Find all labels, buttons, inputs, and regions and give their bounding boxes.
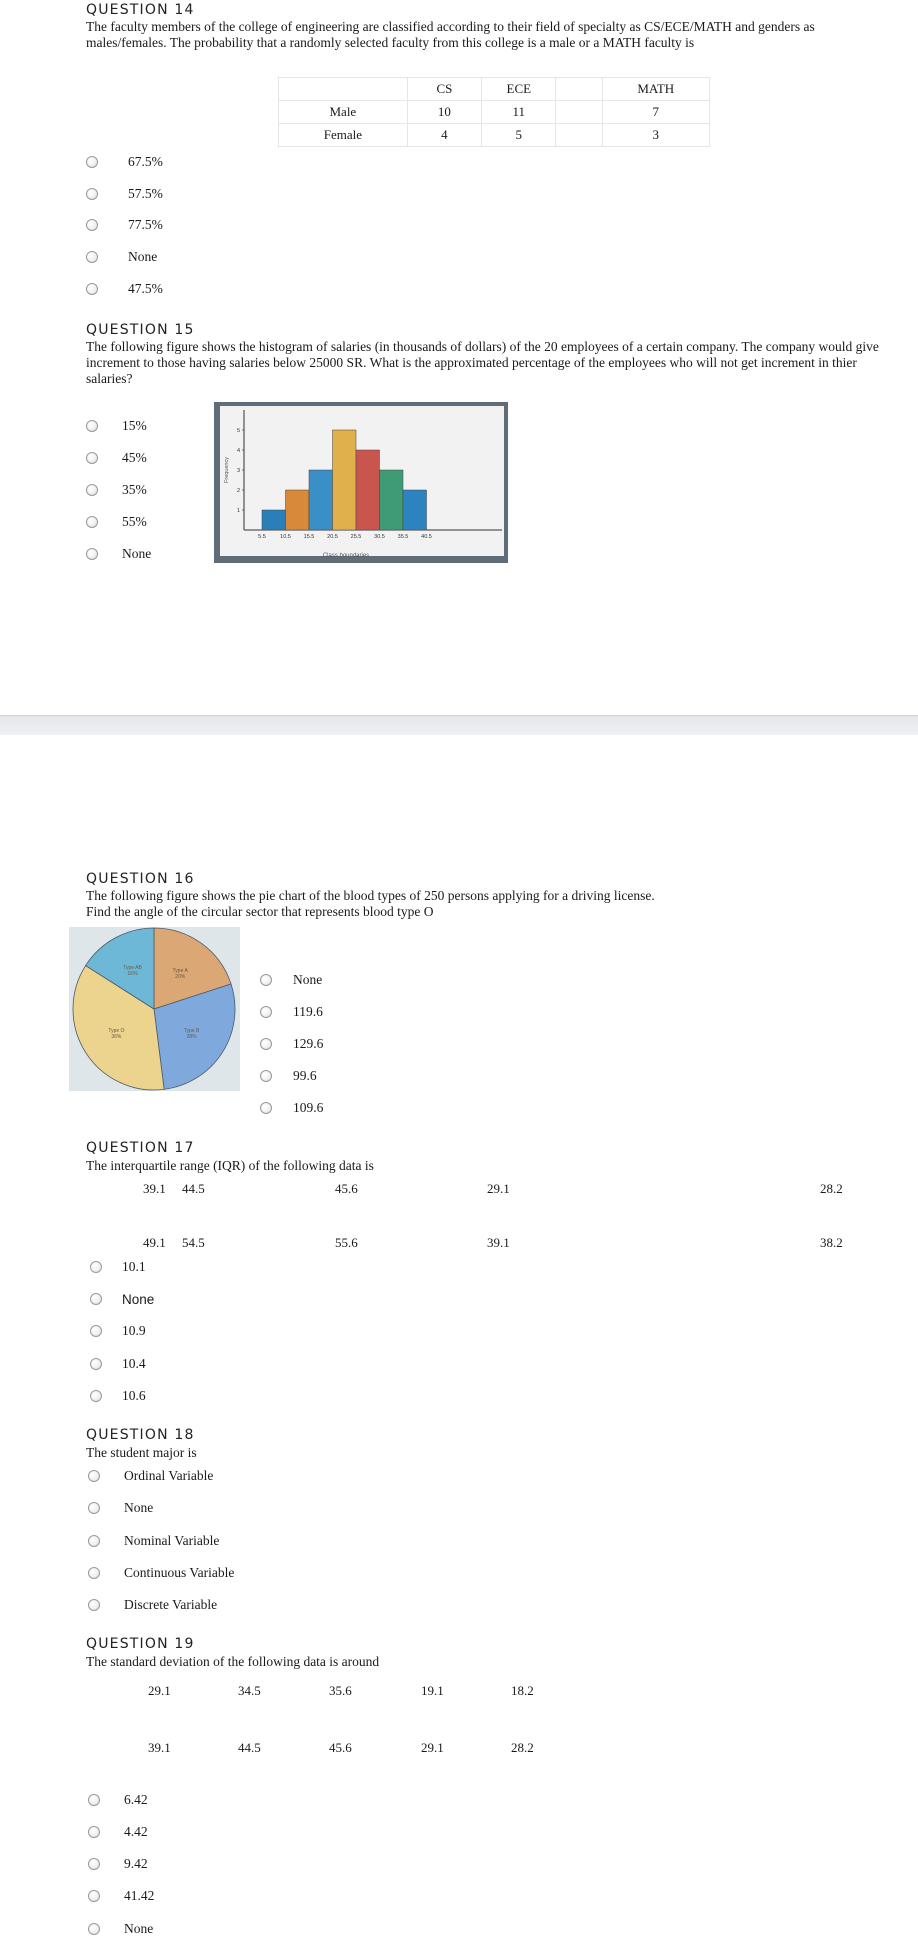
data-value: 54.5 [182,1235,205,1250]
histogram-x-label: Class boundaries [322,553,370,559]
page-divider [0,715,918,735]
data-value: 29.1 [487,1181,510,1196]
q17-option[interactable]: 10.6 [90,1386,146,1406]
data-value: 18.2 [511,1683,534,1698]
q19-option[interactable]: 41.42 [88,1886,154,1906]
table-row-label: Female [279,124,408,147]
data-value: 38.2 [820,1235,843,1250]
table-cell: 3 [602,124,709,147]
radio-button[interactable] [90,1390,102,1402]
radio-button[interactable] [88,1858,100,1870]
histogram-bar [286,490,310,530]
pie-slice-percent: 16% [127,970,138,977]
question-19-text: The standard deviation of the following data is around [86,1654,380,1669]
question-16-heading: QUESTION 16 [86,871,195,887]
pie-slice-percent: 20% [175,973,186,980]
question-15-heading: QUESTION 15 [86,322,195,338]
y-tick-label: 4 [236,448,240,454]
histogram-bar [333,430,357,530]
q18-option[interactable]: Ordinal Variable [88,1466,213,1486]
question-16-text-2: Find the angle of the circular sector that represents blood type O [86,904,434,919]
q14-option[interactable]: 77.5% [86,215,163,235]
question-15-text: The following figure shows the histogram of salaries (in thousands of dollars) of the 20 employees of a certain company. The company would give increment to those having salaries below 25000 SR. What is the approximated percentage of the employees who will not get increment in thier salaries? [86,339,879,386]
y-tick-label: 5 [236,428,240,434]
table-cell: 10 [407,101,481,124]
q19-option[interactable]: 6.42 [88,1790,148,1810]
question-17-text: The interquartile range (IQR) of the following data is [86,1158,374,1173]
table-corner-cell [279,78,408,101]
blood-type-pie-chart [69,927,240,1091]
x-tick-label: 35.5 [397,534,409,540]
question-14-text: The faculty members of the college of engineering are classified according to their field of specialty as CS/ECE/MATH and genders as males/females. The probability that a randomly selected faculty from this college is a male or a MATH faculty is [86,19,815,50]
radio-button[interactable] [86,452,98,464]
table-cell: 11 [482,101,556,124]
data-value: 49.1 [143,1235,166,1250]
table-column-header: MATH [602,78,709,101]
data-value: 45.6 [329,1740,352,1755]
q16-option[interactable]: 119.6 [260,1002,323,1022]
pie-slice-percent: 36% [111,1033,122,1040]
table-column-header: ECE [482,78,556,101]
data-value: 39.1 [148,1740,171,1755]
q15-option[interactable]: None [86,544,151,564]
radio-button[interactable] [86,188,98,200]
question-18-text: The student major is [86,1445,197,1460]
radio-button[interactable] [88,1502,100,1514]
q18-option[interactable]: Discrete Variable [88,1595,217,1615]
data-value: 39.1 [143,1181,166,1196]
data-value: 28.2 [511,1740,534,1755]
data-value: 55.6 [335,1235,358,1250]
radio-button[interactable] [86,156,98,168]
q15-option[interactable]: 45% [86,448,147,468]
radio-button[interactable] [88,1599,100,1611]
y-tick-label: 3 [236,468,240,474]
table-row-label: Male [279,101,408,124]
q17-option[interactable]: 10.4 [90,1354,146,1374]
histogram-bar [262,510,286,530]
histogram-bar [309,470,333,530]
radio-button[interactable] [88,1567,100,1579]
question-17-heading: QUESTION 17 [86,1140,195,1156]
radio-button[interactable] [260,1070,272,1082]
data-value: 29.1 [148,1683,171,1698]
q14-option[interactable]: None [86,247,157,267]
q19-option[interactable]: 4.42 [88,1822,148,1842]
table-spacer-cell [556,78,602,101]
table-spacer-cell [556,101,602,124]
question-16-text: The following figure shows the pie chart of the blood types of 250 persons applying for a driving license. [86,888,655,903]
question-18-heading: QUESTION 18 [86,1427,195,1443]
radio-button[interactable] [86,420,98,432]
q15-option[interactable]: 55% [86,512,147,532]
radio-button[interactable] [86,516,98,528]
q14-option[interactable]: 47.5% [86,279,163,299]
q14-option[interactable]: 57.5% [86,184,163,204]
radio-button[interactable] [90,1358,102,1370]
table-spacer-cell [556,124,602,147]
q16-option[interactable]: None [260,970,322,990]
data-value: 19.1 [421,1683,444,1698]
radio-button[interactable] [260,1038,272,1050]
radio-button[interactable] [88,1826,100,1838]
histogram-bar [380,470,404,530]
radio-button[interactable] [86,219,98,231]
q16-option[interactable]: 129.6 [260,1034,323,1054]
x-tick-label: 25.5 [350,534,362,540]
q19-option[interactable]: None [88,1919,153,1939]
pie-slice-label: Type AB [123,964,142,971]
q18-option[interactable]: None [88,1498,153,1518]
q17-option[interactable]: 10.9 [90,1321,146,1341]
radio-button[interactable] [88,1535,100,1547]
q14-option[interactable]: 67.5% [86,152,163,172]
x-tick-label: 20.5 [327,534,338,540]
q15-option[interactable]: 15% [86,416,147,436]
table-header-row [279,78,710,101]
data-value: 44.5 [238,1740,261,1755]
data-value: 45.6 [335,1181,358,1196]
pie-slice-label: Type O [108,1027,125,1034]
radio-button[interactable] [260,1006,272,1018]
table-column-header: CS [407,78,481,101]
radio-button[interactable] [88,1470,100,1482]
histogram-y-label: Frequency [224,457,230,483]
radio-button[interactable] [86,548,98,560]
radio-button[interactable] [86,251,98,263]
q17-option[interactable]: 10.1 [90,1257,146,1277]
x-tick-label: 10.5 [280,534,291,540]
x-tick-label: 30.5 [374,534,385,540]
radio-button[interactable] [90,1325,102,1337]
data-value: 29.1 [421,1740,444,1755]
table-cell: 7 [602,101,709,124]
x-tick-label: 5.5 [258,534,266,540]
y-tick-label: 1 [236,508,240,514]
x-tick-label: 40.5 [421,534,432,540]
histogram-bar [356,450,380,530]
y-tick-label: 2 [236,488,240,494]
question-14-heading: QUESTION 14 [86,2,195,18]
question-19-heading: QUESTION 19 [86,1636,195,1652]
radio-button[interactable] [90,1261,102,1273]
radio-button[interactable] [88,1923,100,1935]
q17-option[interactable]: None [90,1289,154,1309]
data-value: 44.5 [182,1181,205,1196]
q16-option[interactable]: 99.6 [260,1066,317,1086]
radio-button[interactable] [260,974,272,986]
data-value: 39.1 [487,1235,510,1250]
table-cell: 4 [407,124,481,147]
radio-button[interactable] [260,1102,272,1114]
radio-button[interactable] [86,283,98,295]
q19-option[interactable]: 9.42 [88,1854,148,1874]
pie-slice-percent: 28% [186,1033,197,1040]
data-value: 34.5 [238,1683,261,1698]
q16-option[interactable]: 109.6 [260,1098,323,1118]
q18-option[interactable]: Continuous Variable [88,1563,234,1583]
radio-button[interactable] [90,1293,102,1305]
pie-slice-label: Type A [172,967,188,974]
table-cell: 5 [482,124,556,147]
q15-option[interactable]: 35% [86,480,147,500]
table-row [279,101,710,124]
radio-button[interactable] [88,1890,100,1902]
faculty-table [278,77,710,147]
radio-button[interactable] [88,1794,100,1806]
data-value: 35.6 [329,1683,352,1698]
salary-histogram [214,402,508,563]
table-row [279,124,710,147]
radio-button[interactable] [86,484,98,496]
x-tick-label: 15.5 [303,534,315,540]
data-value: 28.2 [820,1181,843,1196]
histogram-bar [403,490,427,530]
q18-option[interactable]: Nominal Variable [88,1531,219,1551]
pie-slice-label: Type B [183,1027,200,1034]
